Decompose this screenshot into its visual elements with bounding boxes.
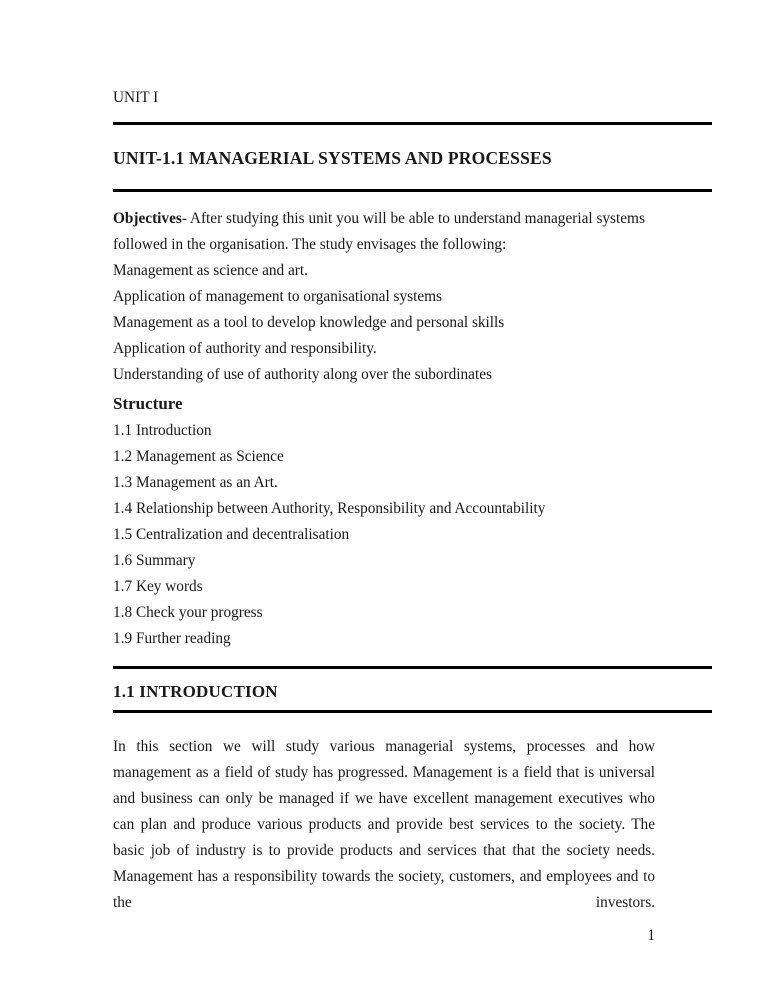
- structure-item: 1.1 Introduction: [113, 422, 212, 439]
- unit-label: UNIT I: [113, 89, 159, 106]
- horizontal-rule: [113, 122, 712, 125]
- horizontal-rule: [113, 710, 712, 713]
- structure-item: 1.7 Key words: [113, 578, 203, 595]
- horizontal-rule: [113, 666, 712, 669]
- structure-item: 1.5 Centralization and decentralisation: [113, 526, 350, 543]
- objective-item: Application of authority and responsibility.: [113, 340, 377, 357]
- structure-item: 1.9 Further reading: [113, 630, 231, 647]
- document-title: UNIT-1.1 MANAGERIAL SYSTEMS AND PROCESSES: [113, 148, 552, 168]
- section-heading: 1.1 INTRODUCTION: [113, 682, 278, 701]
- objective-item: Application of management to organisational systems: [113, 288, 442, 305]
- structure-item: 1.8 Check your progress: [113, 604, 263, 621]
- page-number: 1: [647, 927, 655, 944]
- objectives-list: [113, 258, 655, 388]
- structure-list: [113, 418, 655, 652]
- structure-item: 1.2 Management as Science: [113, 448, 284, 465]
- objective-item: Management as a tool to develop knowledge and personal skills: [113, 314, 505, 331]
- objectives-lead-text: - After studying this unit you will be able to understand managerial systems followed in the organisation. The study envisages the following:: [113, 210, 645, 253]
- page-content: [113, 0, 712, 916]
- structure-item: 1.6 Summary: [113, 552, 196, 569]
- horizontal-rule: [113, 189, 712, 192]
- objectives-lead: [113, 206, 655, 258]
- objective-item: Management as science and art.: [113, 262, 308, 279]
- intro-paragraph: In this section we will study various managerial systems, processes and how management as a field of study has progressed. Management is a field that is universal and business can only be managed if we have excellent management executives who can plan and produce various products and provide best services to the society. The basic job of industry is to provide products and services that that the society needs. Management has a responsibility towards the society, customers, and employees and to the investors.: [113, 738, 655, 911]
- structure-heading: Structure: [113, 394, 183, 413]
- structure-item: 1.3 Management as an Art.: [113, 474, 278, 491]
- objectives-label: Objectives: [113, 210, 182, 227]
- structure-item: 1.4 Relationship between Authority, Responsibility and Accountability: [113, 500, 546, 517]
- objective-item: Understanding of use of authority along over the subordinates: [113, 366, 492, 383]
